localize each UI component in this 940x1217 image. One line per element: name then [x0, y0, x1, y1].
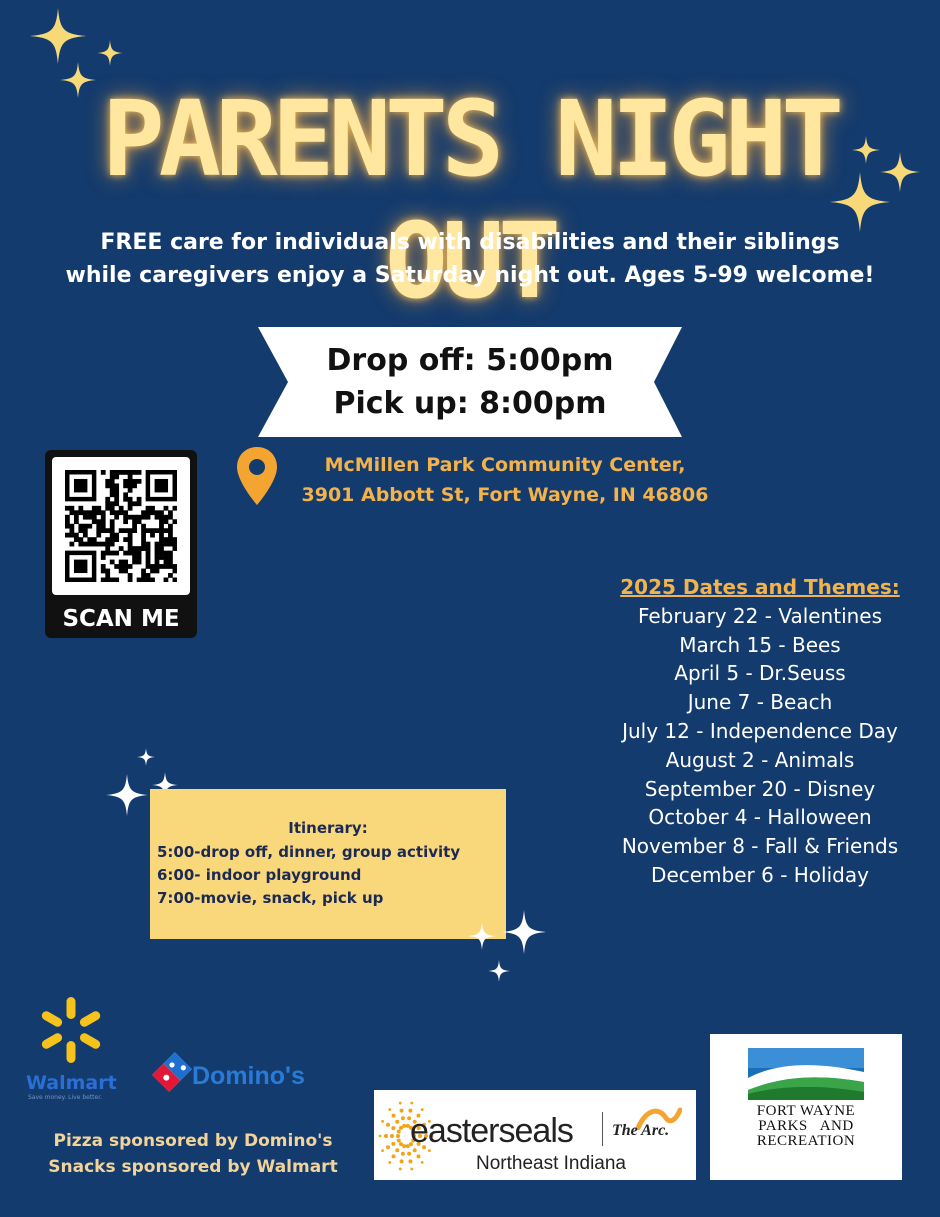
date-item: November 8 - Fall & Friends [621, 834, 899, 859]
easterseals-logo [374, 1090, 696, 1180]
date-item: April 5 - Dr.Seuss [674, 661, 846, 686]
date-item: December 6 - Holiday [651, 862, 869, 887]
drop-off-time: Drop off: 5:00pm [326, 343, 614, 378]
walmart-spark-icon [38, 995, 104, 1065]
walmart-tagline: Save money. Live better. [28, 1094, 103, 1101]
date-item: July 12 - Independence Day [622, 718, 898, 743]
intro-text [40, 226, 900, 292]
page-title: PARENTS NIGHT OUT [102, 78, 838, 322]
sponsor-line: Pizza sponsored by Domino's [53, 1131, 333, 1151]
itinerary-line: 5:00-drop off, dinner, group activity [157, 843, 461, 861]
dates-heading: 2025 Dates and Themes: [620, 575, 900, 599]
divider [602, 1112, 603, 1146]
walmart-logo: Walmart [26, 1072, 117, 1094]
dominos-logo: Domino's [192, 1062, 305, 1090]
date-item: October 4 - Halloween [648, 805, 872, 830]
qr-code-icon [65, 470, 177, 582]
parks-text [710, 1104, 902, 1149]
sparkle-icon [488, 960, 510, 982]
sponsor-line: Snacks sponsored by Walmart [48, 1157, 338, 1177]
qr-code[interactable] [52, 457, 190, 595]
the-arc-name: The Arc. [612, 1122, 670, 1139]
address [280, 450, 730, 510]
parks-text-line: FORT WAYNE [756, 1103, 856, 1119]
itinerary-title: Itinerary: [288, 819, 368, 837]
date-item: August 2 - Animals [665, 747, 855, 772]
pick-up-time: Pick up: 8:00pm [333, 386, 607, 421]
date-item: February 22 - Valentines [637, 603, 883, 628]
location-pin-icon [234, 445, 280, 507]
easterseals-name: easterseals [410, 1112, 573, 1150]
sparkle-icon [468, 922, 496, 950]
parks-emblem-icon [748, 1048, 864, 1100]
qr-code-card[interactable] [45, 450, 197, 638]
scan-me-label: SCAN ME [62, 606, 180, 632]
sparkle-icon [30, 8, 86, 64]
parks-text-line: PARKS AND [758, 1118, 854, 1134]
itinerary-line: 6:00- indoor playground [157, 866, 362, 884]
intro-line: while caregivers enjoy a Saturday night out. Ages 5-99 welcome! [65, 263, 875, 288]
dominos-icon [150, 1050, 194, 1094]
parks-text-line: RECREATION [756, 1133, 856, 1149]
dates-list [600, 573, 920, 890]
fort-wayne-parks-logo [710, 1034, 902, 1180]
sponsor-text [20, 1128, 366, 1180]
sparkle-icon [502, 910, 546, 954]
date-item: March 15 - Bees [679, 632, 841, 657]
sparkle-icon [97, 40, 123, 66]
date-item: June 7 - Beach [687, 690, 833, 715]
times-banner [258, 327, 682, 437]
sparkle-icon [106, 774, 148, 816]
itinerary-line: 7:00-movie, snack, pick up [157, 889, 384, 907]
address-line: 3901 Abbott St, Fort Wayne, IN 46806 [301, 484, 709, 506]
intro-line: FREE care for individuals with disabilities and their siblings [100, 230, 840, 255]
itinerary-box [150, 789, 506, 939]
easterseals-region: Northeast Indiana [476, 1153, 626, 1174]
address-line: McMillen Park Community Center, [324, 454, 686, 476]
sparkle-icon [137, 748, 155, 766]
date-item: September 20 - Disney [644, 776, 876, 801]
